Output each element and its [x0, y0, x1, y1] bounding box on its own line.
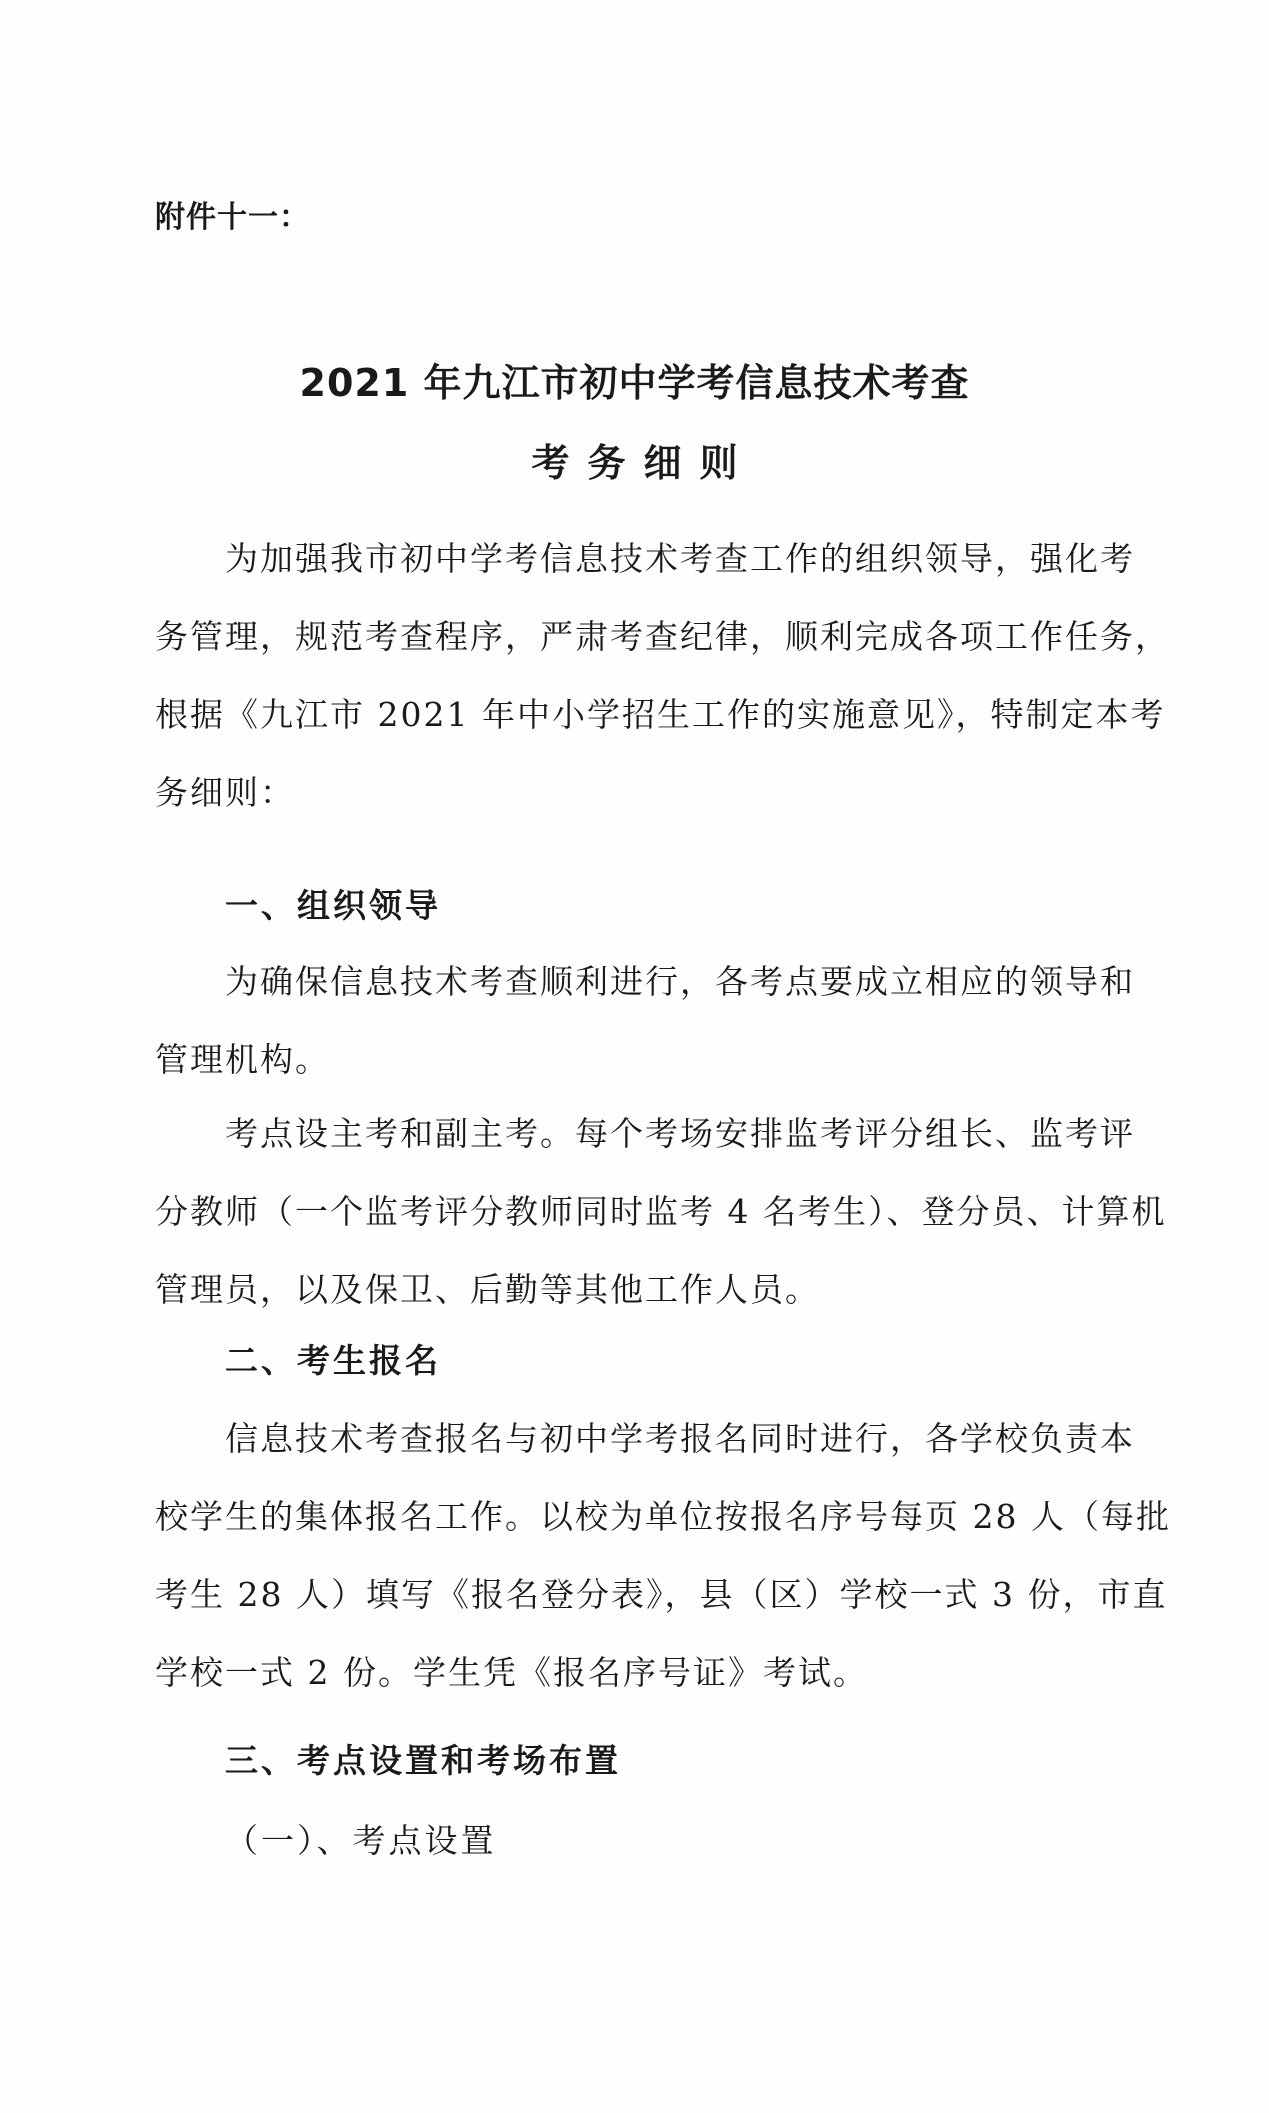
paragraph-line: 考点设主考和副主考。每个考场安排监考评分组长、监考评: [225, 1114, 1135, 1153]
paragraph-line: 学校一式 2 份。学生凭《报名序号证》考试。: [155, 1653, 868, 1692]
intro-line: 为加强我市初中学考信息技术考查工作的组织领导，强化考: [225, 539, 1135, 578]
paragraph-line: 校学生的集体报名工作。以校为单位按报名序号每页 28 人（每批: [155, 1497, 1171, 1536]
section-heading-registration: 二、考生报名: [225, 1341, 441, 1380]
paragraph-line: 为确保信息技术考查顺利进行，各考点要成立相应的领导和: [225, 962, 1135, 1001]
section2-paragraph-1: [155, 1400, 1171, 1712]
section-heading-organization: 一、组织领导: [225, 886, 441, 925]
document-title: 2021 年九江市初中学考信息技术考查: [299, 361, 970, 405]
annex-label: 附件十一：: [155, 200, 310, 235]
intro-line: 根据《九江市 2021 年中小学招生工作的实施意见》，特制定本考: [155, 695, 1166, 734]
intro-line: 务细则：: [155, 773, 295, 812]
paragraph-line: 信息技术考查报名与初中学考报名同时进行，各学校负责本: [225, 1419, 1135, 1458]
section-heading-exam-sites: 三、考点设置和考场布置: [225, 1741, 621, 1780]
paragraph-line: 分教师（一个监考评分教师同时监考 4 名考生）、登分员、计算机: [155, 1192, 1167, 1231]
document-subtitle: 考务细则: [531, 441, 756, 485]
section1-paragraph-1: [155, 943, 1135, 1099]
paragraph-line: 管理机构。: [155, 1040, 330, 1079]
paragraph-line: 考生 28 人）填写《报名登分表》，县（区）学校一式 3 份，市直: [155, 1575, 1168, 1614]
section1-paragraph-2: [155, 1095, 1167, 1329]
paragraph-line: 管理员，以及保卫、后勤等其他工作人员。: [155, 1270, 820, 1309]
subsection-heading-site-setup: （一）、考点设置: [225, 1821, 497, 1860]
intro-paragraph: [155, 520, 1170, 832]
intro-line: 务管理，规范考查程序，严肃考查纪律，顺利完成各项工作任务，: [155, 617, 1170, 656]
